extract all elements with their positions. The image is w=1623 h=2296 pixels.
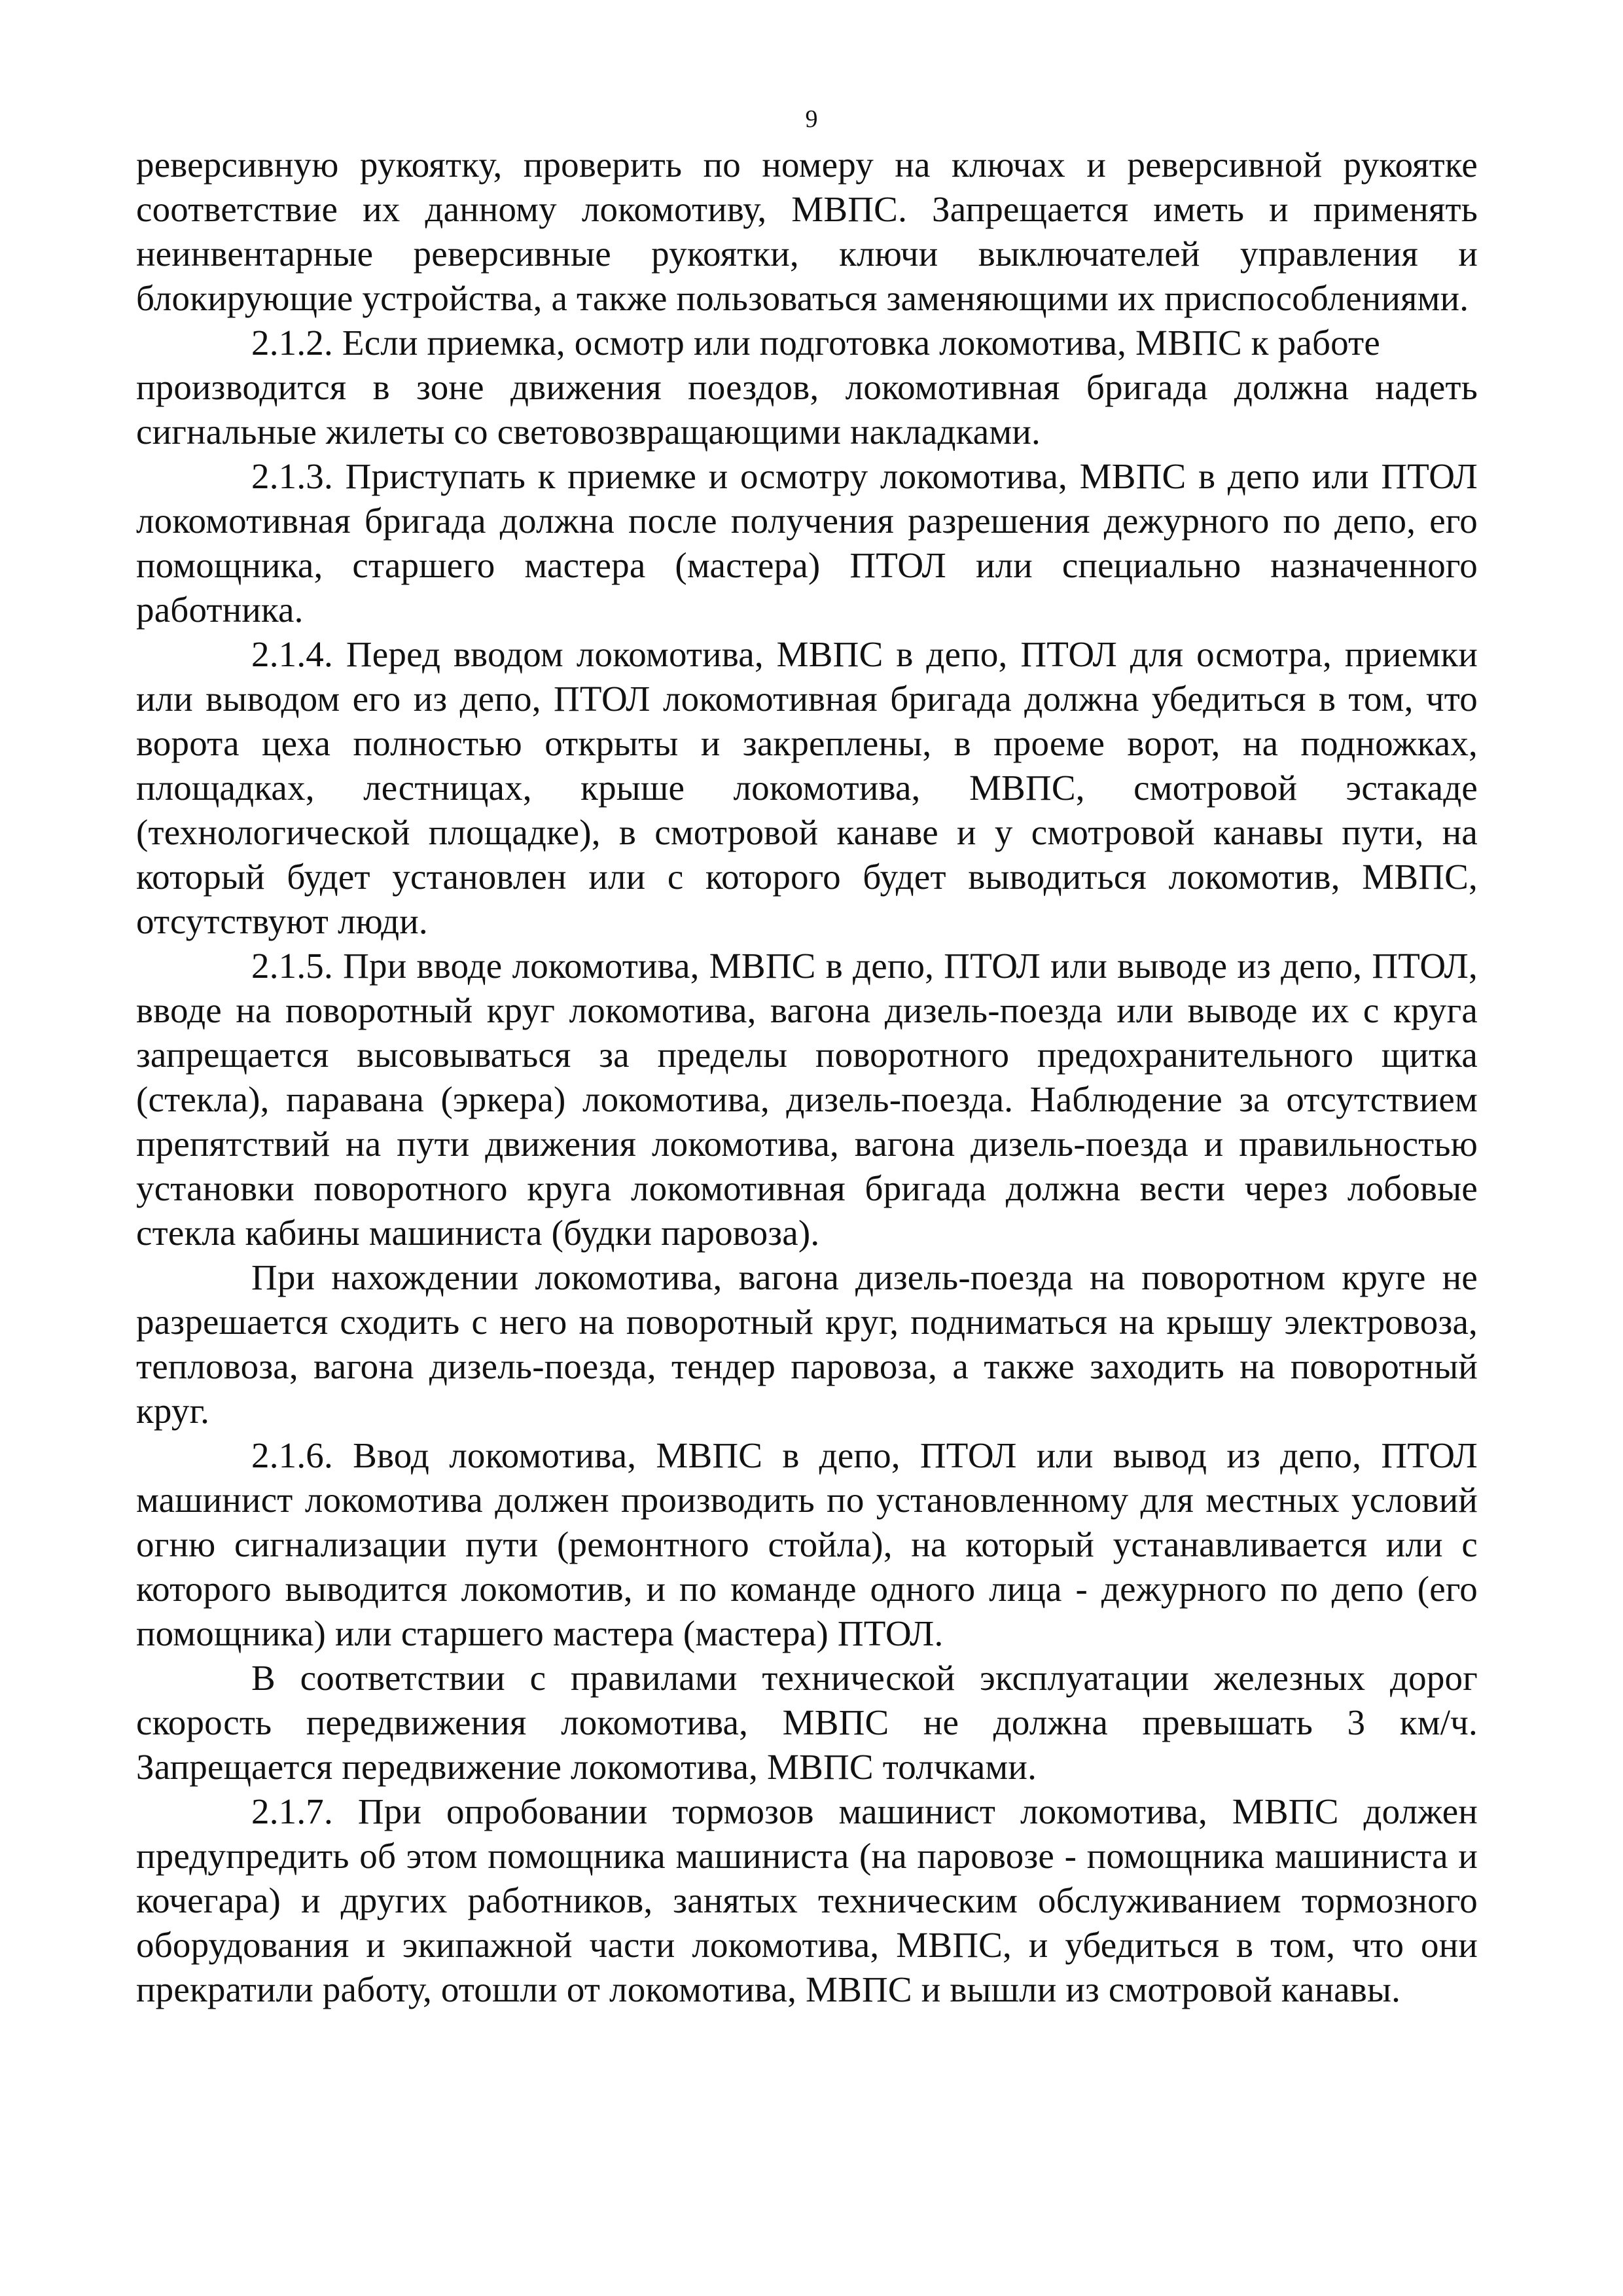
paragraph-2-1-2-continuation: производится в зоне движения поездов, локомотивная бригада должна надеть сигнальные жилеты со световозвращающими накладками. — [136, 367, 1478, 452]
document-body — [136, 143, 1478, 2012]
paragraph-2-1-3: 2.1.3. Приступать к приемке и осмотру локомотива, МВПС в депо или ПТОЛ локомотивная бригада должна после получения разрешения дежурного по депо, его помощника, старшего мастера (мастера) ПТОЛ или специально назначенного работника. — [136, 456, 1478, 630]
paragraph-2-1-2: 2.1.2. Если приемка, осмотр или подготовка локомотива, МВПС к работе — [251, 323, 1380, 363]
paragraph-speed-limit: В соответствии с правилами технической эксплуатации железных дорог скорость передвижения локомотива, МВПС не должна превышать 3 км/ч. Запрещается передвижение локомотива, МВПС толчками. — [136, 1658, 1478, 1787]
paragraph-2-1-6: 2.1.6. Ввод локомотива, МВПС в депо, ПТОЛ или вывод из депо, ПТОЛ машинист локомотива должен производить по установленному для местных условий огню сигнализации пути (ремонтного стойла), на который устанавливается или с которого выводится локомотив, и по команде одного лица - дежурного по депо (его помощника) или старшего мастера (мастера) ПТОЛ. — [136, 1435, 1478, 1653]
paragraph-turntable-rules: При нахождении локомотива, вагона дизель-поезда на поворотном круге не разрешается сходить с него на поворотный круг, подниматься на крышу электровоза, тепловоза, вагона дизель-поезда, тендер паровоза, а также заходить на поворотный круг. — [136, 1257, 1478, 1431]
paragraph-continuation: реверсивную рукоятку, проверить по номеру на ключах и реверсивной рукоятке соответствие их данному локомотиву, МВПС. Запрещается иметь и применять неинвентарные реверсивные рукоятки, ключи выключателей управления и блокирующие устройства, а также пользоваться заменяющими их приспособлениями. — [136, 145, 1478, 318]
paragraph-2-1-4: 2.1.4. Перед вводом локомотива, МВПС в депо, ПТОЛ для осмотра, приемки или выводом его из депо, ПТОЛ локомотивная бригада должна убедиться в том, что ворота цеха полностью открыты и закреплены, в проеме ворот, на подножках, площадках, лестницах, крыше локомотива, МВПС, смотровой эстакаде (технологической площадке), в смотровой канаве и у смотровой канавы пути, на который будет установлен или с которого будет выводиться локомотив, МВПС, отсутствуют люди. — [136, 634, 1478, 941]
paragraph-2-1-7: 2.1.7. При опробовании тормозов машинист локомотива, МВПС должен предупредить об этом помощника машиниста (на паровозе - помощника машиниста и кочегара) и других работников, занятых техническим обслуживанием тормозного оборудования и экипажной части локомотива, МВПС, и убедиться в том, что они прекратили работу, отошли от локомотива, МВПС и вышли из смотровой канавы. — [136, 1791, 1478, 2009]
page-number: 9 — [805, 105, 818, 133]
paragraph-2-1-5: 2.1.5. При вводе локомотива, МВПС в депо, ПТОЛ или выводе из депо, ПТОЛ, вводе на поворотный круг локомотива, вагона дизель-поезда или выводе их с круга запрещается высовываться за пределы поворотного предохранительного щитка (стекла), паравана (эркера) локомотива, дизель-поезда. Наблюдение за отсутствием препятствий на пути движения локомотива, вагона дизель-поезда и правильностью установки поворотного круга локомотивная бригада должна вести через лобовые стекла кабины машиниста (будки паровоза). — [136, 946, 1478, 1253]
